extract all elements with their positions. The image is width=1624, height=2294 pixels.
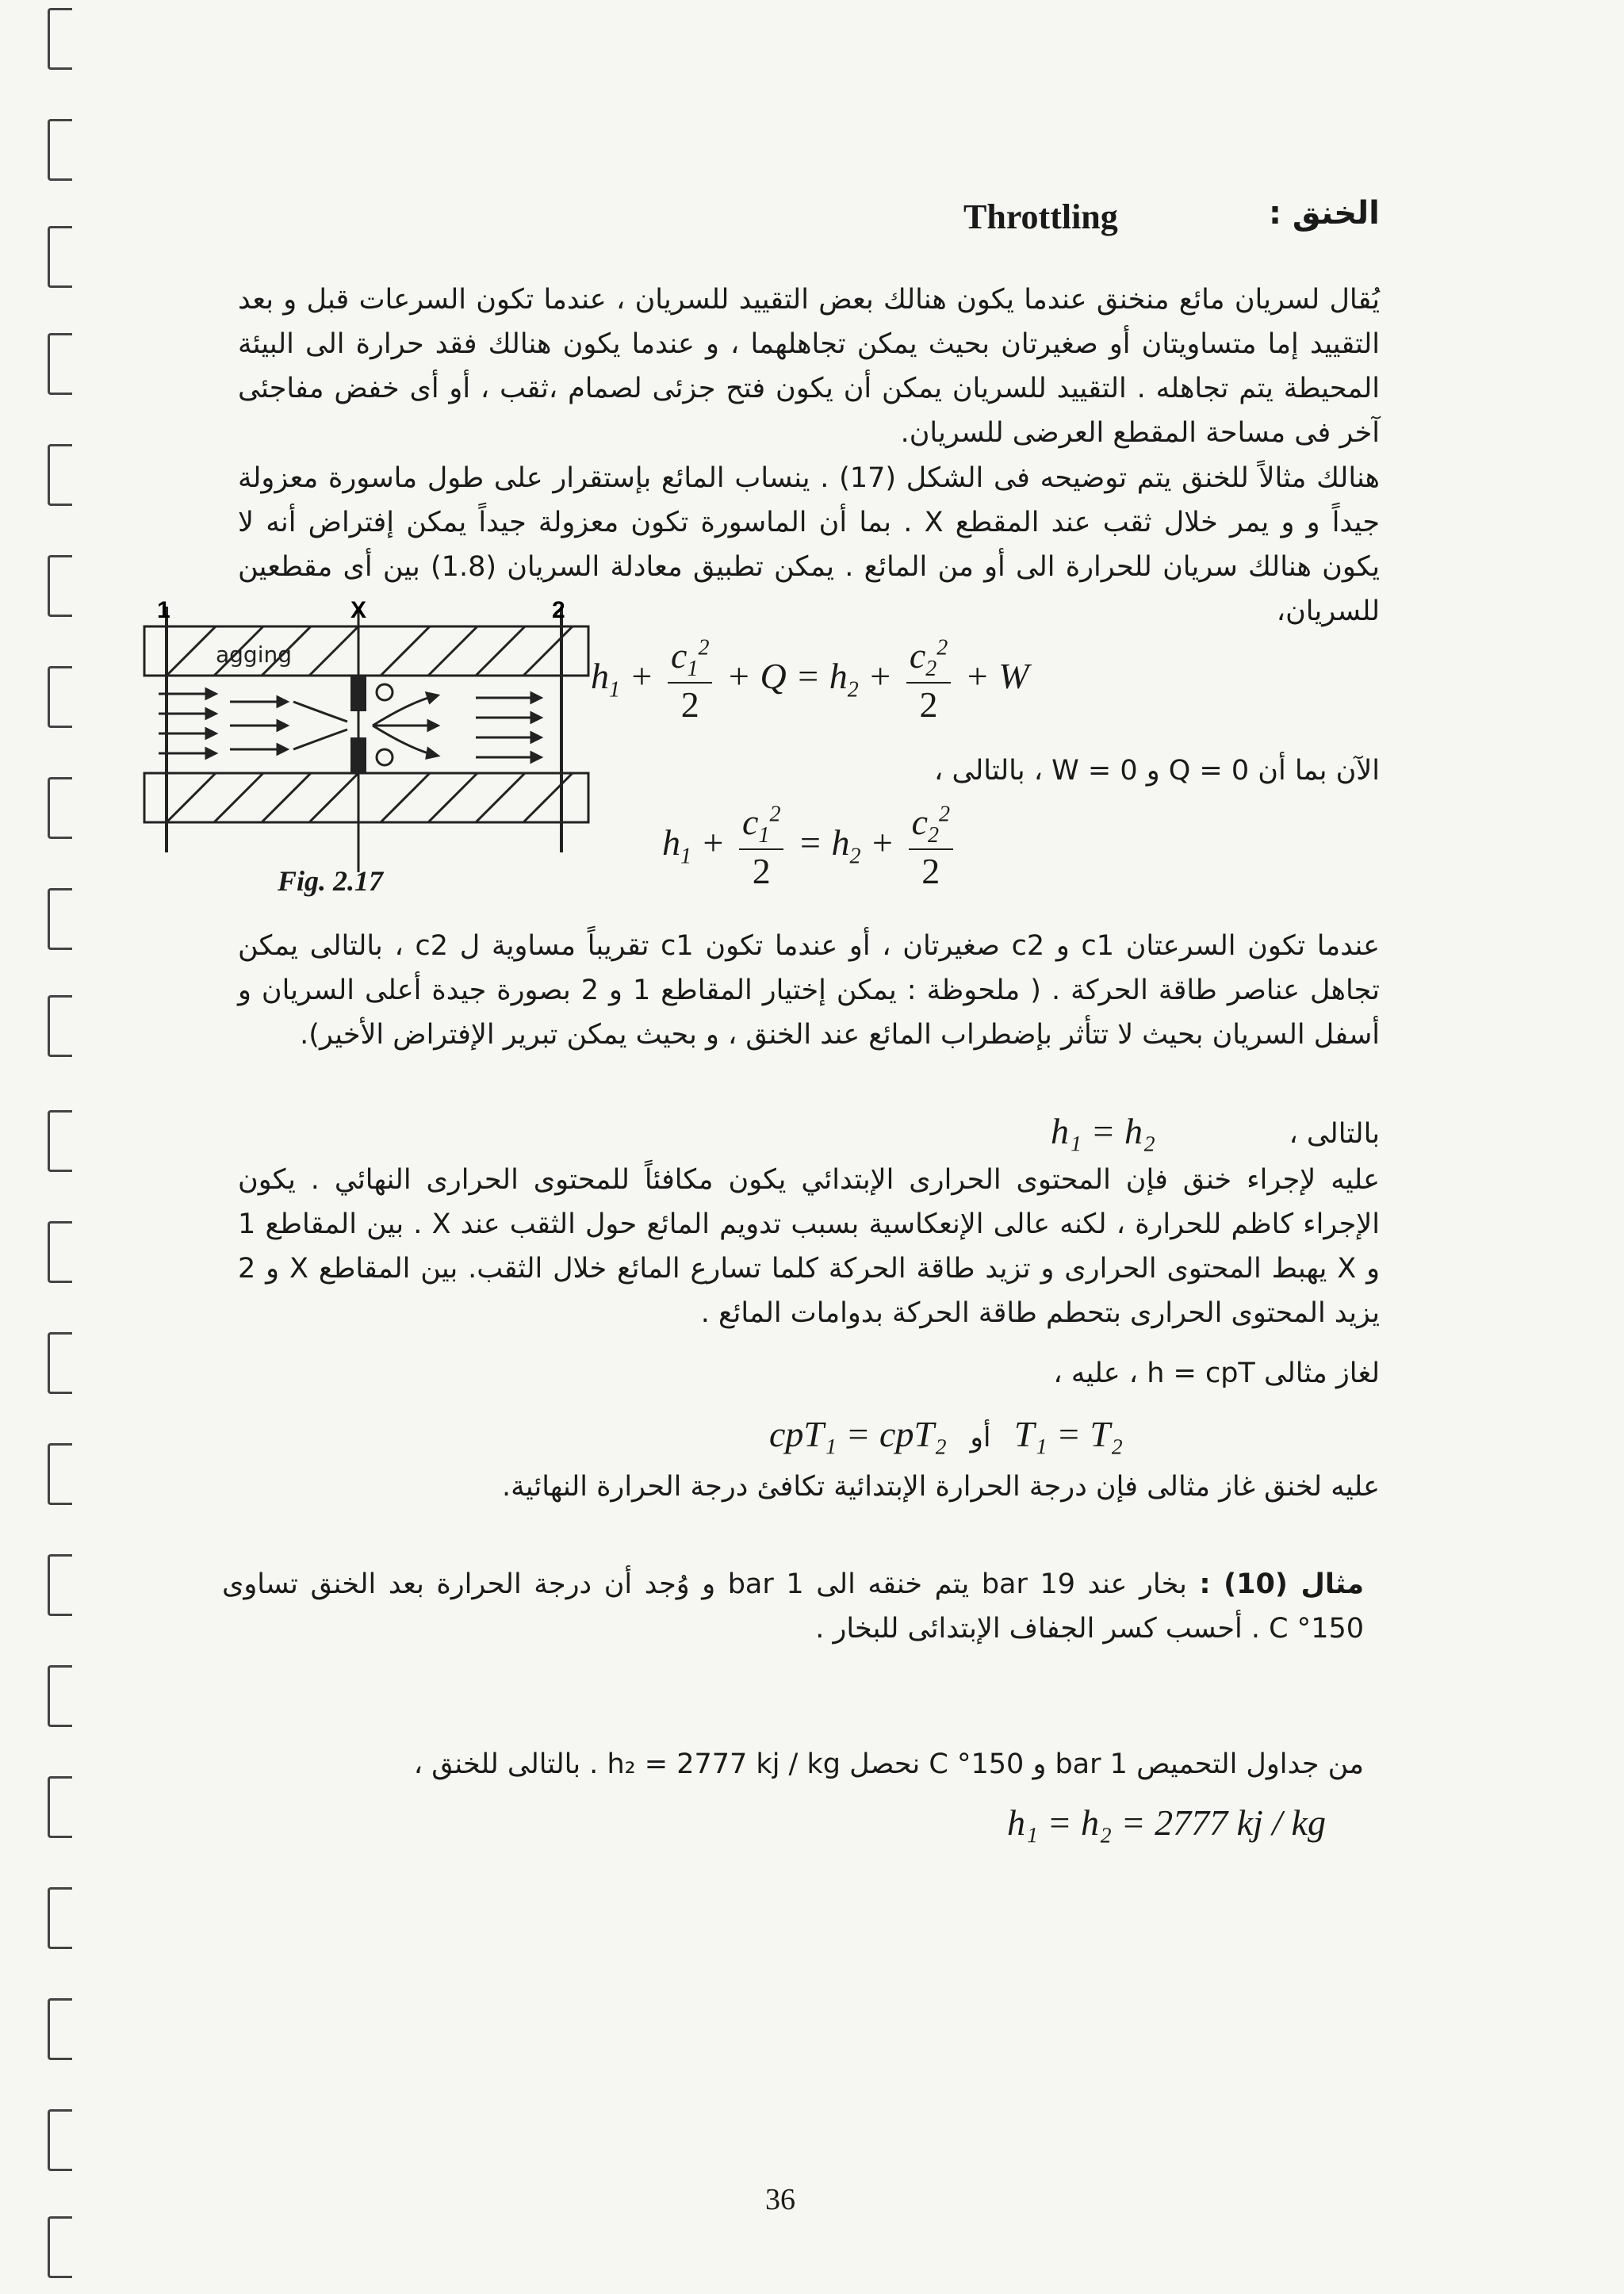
section-label-x: X <box>350 599 367 623</box>
conclusion-line: عليه لخنق غاز مثالى فإن درجة الحرارة الإبتدائية تكافئ درجة الحرارة النهائية. <box>502 1471 1380 1503</box>
lagging-annotation: agging <box>216 641 293 668</box>
section-label-1: 1 <box>157 599 170 623</box>
enthalpy-equality: h₁ = h₂ <box>1051 1111 1156 1151</box>
example-10 <box>222 1562 1364 1651</box>
energy-equation: $h_1$ + $\frac{c_1^2}{2}$ + $Q = h_2$ + $\frac{c_2^2}{2}$ + W <box>591 635 1029 726</box>
solution-line: من جداول التحميص 1 bar و 150° C نحصل h₂ = 2777 kj / kg . بالتالى للخنق ، <box>413 1748 1364 1780</box>
section-label-2: 2 <box>552 599 565 623</box>
example-10-text: بخار عند 19 bar يتم خنقه الى 1 bar و وُجد أن درجة الحرارة بعد الخنق تساوى 150° C . أحسب كسر الجفاف الإبتدائى للبخار . <box>222 1568 1364 1645</box>
temperature-equation: cpT₁ = cpT₂ أو T₁ = T₂ <box>769 1414 1124 1454</box>
example-10-label: مثال (10) : <box>1199 1568 1364 1600</box>
section-title-english: Throttling <box>963 197 1118 236</box>
ideal-gas-line: لغاز مثالى h = cpT ، عليه ، <box>1053 1358 1380 1389</box>
page-number: 36 <box>765 2183 795 2216</box>
intro-paragraph: يُقال لسريان مائع منخنق عندما يكون هنالك بعض التقييد للسريان ، عندما تكون السرعات قبل و بعد التقييد إما متساويتان أو صغيرتان بحيث يمكن تجاهلهما ، و عندما يكون هنالك فقد حرارة الى البيئة المحيطة يتم تجاهله . التقييد للسريان يمكن أن يكون فتح جزئى لصمام ،ثقب ، أو أى خفض مفاجئى آخر فى مساحة المقطع العرضى للسريان. <box>238 284 1380 449</box>
solution-equation: h₁ = h₂ = 2777 kj / kg <box>1007 1802 1326 1843</box>
throttling-figure <box>143 599 603 884</box>
example-paragraph: هنالك مثالاً للخنق يتم توضيحه فى الشكل (17) . ينساب المائع بإستقرار على طول ماسورة معزولة جيداً و و يمر خلال ثقب عند المقطع X . بما أن الماسورة تكون معزولة جيداً يمكن إفتراض أنه لا يكون هنالك سريان للحرارة الى أو من المائع . يمكن تطبيق معادلة السريان (1.8) بين أى مقطعين للسريان، <box>238 462 1381 627</box>
figure-caption: Fig. 2.17 <box>278 865 384 897</box>
velocity-paragraph: عندما تكون السرعتان c1 و c2 صغيرتان ، أو عندما تكون c1 تقريباً مساوية ل c2 ، بالتالى يمكن تجاهل عناصر طاقة الحركة . ( ملحوظة : يمكن إختيار المقاطع 1 و 2 بصورة جيدة أعلى السريان و أسفل السريان بحيث لا تتأثر بإضطراب المائع عند الخنق ، و بحيث يمكن تبرير الإفتراض الأخير). <box>238 930 1380 1051</box>
section-title-arabic: الخنق : <box>1269 195 1380 232</box>
thus-label: بالتالى ، <box>1289 1118 1380 1150</box>
enthalpy-paragraph: عليه لإجراء خنق فإن المحتوى الحرارى الإبتدائي يكون مكافئاً للمحتوى الحرارى النهائي . يكون الإجراء كاظم للحرارة ، لكنه عالى الإنعكاسية بسبب تدويم المائع حول الثقب عند X . بين المقاطع 1 و X يهبط المحتوى الحرارى و تزيد طاقة الحركة كلما تسارع المائع خلال الثقب. بين المقاطع X و 2 يزيد المحتوى الحرارى بتحطم طاقة الحركة بدوامات المائع . <box>238 1164 1381 1329</box>
given-line: الآن بما أن Q = 0 و W = 0 ، بالتالى ، <box>934 755 1380 787</box>
reduced-energy-equation: $h_1$ + $\frac{c_1^2}{2}$ = $h_2$ + $\frac{c_2^2}{2}$ <box>662 801 958 892</box>
spiral-binding <box>0 0 87 2294</box>
